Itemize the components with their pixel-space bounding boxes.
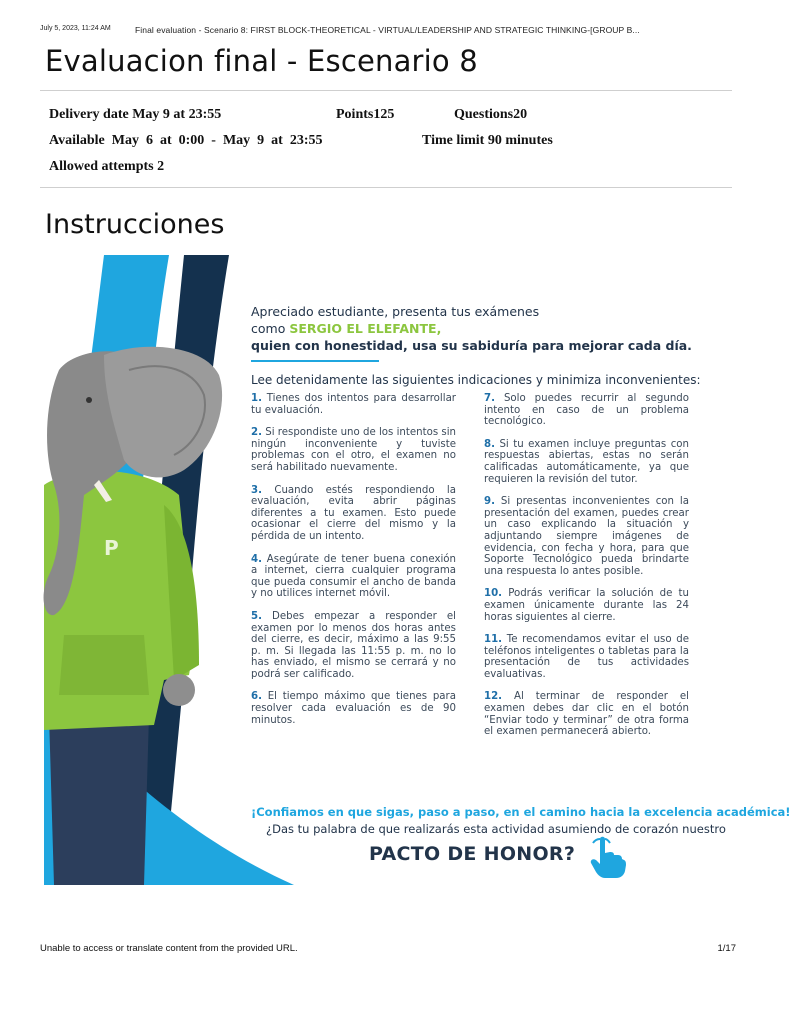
instruction-item [251,554,456,600]
lead-text: Lee detenidamente las siguientes indicaciones y minimiza inconvenientes: [251,373,701,387]
accent-underline [251,360,379,362]
divider [40,187,732,188]
item-text: Al terminar de responder el examen debes dar clic en el botón “Enviar todo y terminar” de otra forma el examen permanecerá abierto. [484,691,689,738]
item-text: Debes empezar a responder el examen por lo menos dos horas antes del cierre, es decir, máximo a las 9:55 p. m. Si llegada las 11:55 p. m. no lo has enviado, el mismo se cerrará y no podrá ser calificado. [251,610,456,680]
item-number: 12. [484,691,503,703]
item-text: Te recomendamos evitar el uso de teléfonos inteligentes o tabletas para la presentación de tus actividades evaluativas. [484,634,689,680]
intro-text [251,303,692,362]
item-number: 11. [484,634,503,646]
page-title: Evaluacion final - Escenario 8 [45,44,478,78]
print-datetime: July 5, 2023, 11:24 AM [40,25,111,32]
instruction-item [484,634,689,680]
questions-count: Questions20 [454,107,528,122]
honor-pact-heading: PACTO DE HONOR? [369,843,576,865]
instruction-item [484,588,689,623]
instructions-title: Instrucciones [45,209,225,240]
time-limit: Time limit 90 minutes [422,133,553,148]
closing-question: ¿Das tu palabra de que realizarás esta actividad asumiendo de corazón nuestro [266,822,726,836]
allowed-attempts: Allowed attempts 2 [49,159,165,174]
item-number: 3. [251,484,262,496]
instruction-item [484,393,689,428]
item-number: 6. [251,691,262,703]
delivery-date: Delivery date May 9 at 23:55 [49,107,222,122]
print-title: Final evaluation - Scenario 8: FIRST BLOCK-THEORETICAL - VIRTUAL/LEADERSHIP AND STRATEGIC THINKING-[GROUP B... [135,25,640,35]
instruction-item [251,485,456,543]
item-text: Si tu examen incluye preguntas con respuestas abiertas, estas no serán calificadas automáticamente, ya que requieren la revisión del tutor. [484,438,689,485]
intro-highlight: SERGIO EL ELEFANTE, [289,321,442,336]
instruction-item [484,691,689,737]
svg-text:P: P [104,536,119,560]
elephant-mascot-illustration [44,345,234,885]
item-text: Tienes dos intentos para desarrollar tu evaluación. [251,393,456,416]
closing-message: ¡Confiamos en que sigas, paso a paso, en el camino hacia la excelencia académica! [251,805,791,819]
instruction-item [251,427,456,473]
instruction-item [251,611,456,681]
item-text: Podrás verificar la solución de tu examen únicamente durante las 24 horas siguientes al cierre. [484,588,689,623]
intro-line-3: quien con honestidad, usa su sabiduría para mejorar cada día. [251,338,692,353]
print-header [40,22,728,36]
item-text: Si respondiste uno de los intentos sin ningún inconveniente y tuviste problemas con el otro, el examen no será habilitado nuevamente. [251,427,456,473]
item-text: El tiempo máximo que tienes para resolver cada evaluación es de 90 minutos. [251,691,456,726]
item-number: 8. [484,438,495,450]
item-number: 2. [251,427,262,439]
item-number: 1. [251,393,262,404]
instructions-poster [44,255,791,885]
instruction-item [251,393,456,416]
item-text: Asegúrate de tener buena conexión a internet, cierra cualquier programa que pueda consumir el ancho de banda y no utilices internet móvil. [251,553,456,600]
instructions-left-column [251,393,456,737]
availability: Available May 6 at 0:00 - May 9 at 23:55 [49,133,323,148]
intro-line-2 [251,320,692,337]
intro-prefix: como [251,321,290,336]
item-text: Solo puedes recurrir al segundo intento en caso de un problema tecnológico. [484,393,689,428]
page-number: 1/17 [717,943,736,954]
divider [40,90,732,91]
instruction-item [251,691,456,726]
item-number: 4. [251,553,262,565]
instruction-item [484,439,689,485]
item-number: 7. [484,393,495,404]
item-text: Si presentas inconvenientes con la presentación del examen, puedes crear un caso explicando la situación y adjuntando siempre imágenes de evidencia, con fecha y hora, para que Soporte Tecnológico pueda brindarte una respuesta lo antes posible. [484,496,689,577]
item-number: 5. [251,610,262,622]
item-number: 10. [484,588,503,600]
intro-line-1: Apreciado estudiante, presenta tus exámenes [251,304,540,319]
footer-message: Unable to access or translate content from the provided URL. [40,943,298,954]
instruction-item [484,496,689,577]
points: Points125 [336,107,395,122]
pointing-hand-icon [588,835,628,879]
instructions-right-column [484,393,689,749]
item-number: 9. [484,496,495,508]
item-text: Cuando estés respondiendo la evaluación, evita abrir páginas diferentes a tu examen. Esto puede ocasionar el cierre del mismo y la pérdida de un intento. [251,484,456,542]
